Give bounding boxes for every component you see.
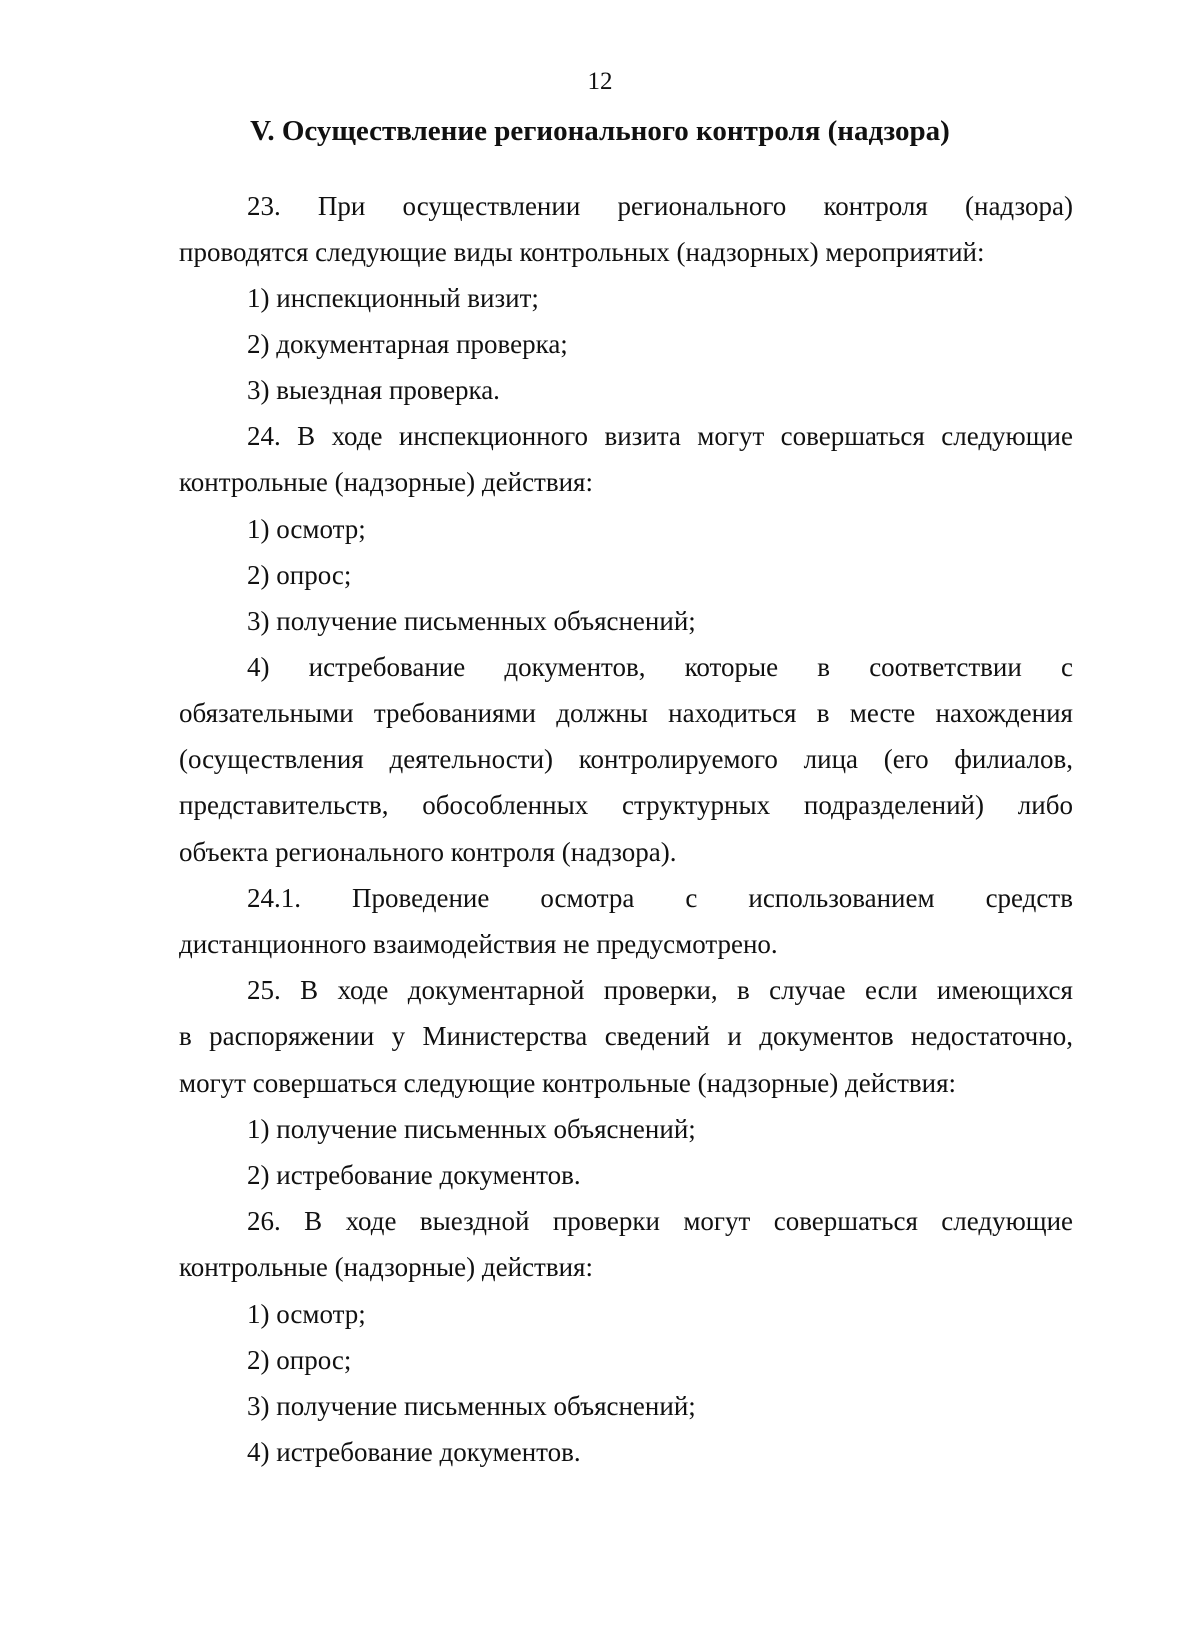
word: если [864, 975, 918, 1005]
word: лица [803, 744, 859, 774]
word: Проведение [352, 883, 490, 913]
p26-item2: 2) опрос; [247, 1345, 352, 1375]
word: филиалов, [954, 744, 1073, 774]
word: контроля [823, 191, 928, 221]
word: осуществлении [402, 191, 581, 221]
word: обязательными [179, 698, 354, 728]
word: структурных [622, 790, 771, 820]
word: должны [556, 698, 648, 728]
p241-line1 [247, 880, 1073, 916]
word: с [685, 883, 698, 913]
p241-line2: дистанционного взаимодействия не предусмотрено. [179, 929, 778, 959]
word: При [317, 191, 366, 221]
word: могут [697, 421, 765, 451]
p26-line2: контрольные (надзорные) действия: [179, 1252, 593, 1282]
p26-item4: 4) истребование документов. [247, 1437, 581, 1467]
word: выездной [419, 1206, 530, 1236]
word: В [304, 1206, 323, 1236]
p23-line1 [247, 188, 1073, 224]
word: 24.1. [247, 883, 301, 913]
p25-item1: 1) получение письменных объяснений; [247, 1114, 696, 1144]
word: либо [1017, 790, 1073, 820]
word: находиться [668, 698, 797, 728]
word: в [817, 652, 831, 682]
word: следующие [941, 1206, 1073, 1236]
word: следующие [941, 421, 1073, 451]
p24-item3: 3) получение письменных объяснений; [247, 606, 696, 636]
p26-line1 [247, 1203, 1073, 1239]
word: документарной [407, 975, 585, 1005]
p26-item1: 1) осмотр; [247, 1299, 366, 1329]
word: месте [849, 698, 916, 728]
word: 26. [247, 1206, 281, 1236]
word: документов, [504, 652, 646, 682]
p23-item3: 3) выездная проверка. [247, 375, 500, 405]
word: деятельности) [389, 744, 554, 774]
p24-item4-line2 [179, 695, 1073, 731]
word: проверки, [603, 975, 718, 1005]
word: 4) [247, 652, 270, 682]
word: имеющихся [936, 975, 1073, 1005]
p25-item2: 2) истребование документов. [247, 1160, 581, 1190]
word: В [297, 421, 316, 451]
word: истребование [308, 652, 466, 682]
p25-line1 [247, 972, 1073, 1008]
word: визита [604, 421, 681, 451]
word: в [816, 698, 830, 728]
word: совершаться [773, 1206, 918, 1236]
word: соответствии [869, 652, 1022, 682]
word: подразделений) [803, 790, 984, 820]
p23-line2: проводятся следующие виды контрольных (надзорных) мероприятий: [179, 237, 985, 267]
page-number: 12 [587, 68, 613, 95]
word: обособленных [422, 790, 589, 820]
word: случае [769, 975, 846, 1005]
word: нахождения [935, 698, 1073, 728]
p24-item4-line5: объекта регионального контроля (надзора). [179, 837, 677, 867]
p24-line2: контрольные (надзорные) действия: [179, 467, 593, 497]
word: регионального [617, 191, 787, 221]
word: ходе [345, 1206, 397, 1236]
word: могут [683, 1206, 751, 1236]
word: ходе [337, 975, 389, 1005]
word: Министерства [422, 1021, 588, 1051]
word: требованиями [373, 698, 536, 728]
p24-line1 [247, 418, 1073, 454]
word: распоряжении [209, 1021, 375, 1051]
word: 23. [247, 191, 281, 221]
word: (надзора) [965, 191, 1073, 221]
p25-line3: могут совершаться следующие контрольные (надзорные) действия: [179, 1068, 957, 1098]
word: 24. [247, 421, 281, 451]
p23-item1: 1) инспекционный визит; [247, 283, 539, 313]
word: документов [759, 1021, 894, 1051]
word: инспекционного [398, 421, 589, 451]
p24-item4-line1 [247, 649, 1073, 685]
word: 25. [247, 975, 281, 1005]
word: и [727, 1021, 742, 1051]
word: осмотра [540, 883, 635, 913]
word: совершаться [780, 421, 925, 451]
p26-item3: 3) получение письменных объяснений; [247, 1391, 696, 1421]
word: недостаточно, [911, 1021, 1073, 1051]
word: сведений [604, 1021, 710, 1051]
word: (осуществления [179, 744, 364, 774]
word: которые [684, 652, 779, 682]
word: представительств, [179, 790, 389, 820]
p24-item4-line3 [179, 741, 1073, 777]
word: проверки [552, 1206, 660, 1236]
p25-line2 [179, 1018, 1073, 1054]
p24-item1: 1) осмотр; [247, 514, 366, 544]
p24-item4-line4 [179, 787, 1073, 823]
section-title: V. Осуществление регионального контроля (надзора) [250, 115, 950, 147]
p23-item2: 2) документарная проверка; [247, 329, 568, 359]
word: В [300, 975, 319, 1005]
word: в [179, 1021, 192, 1051]
word: использованием [748, 883, 935, 913]
word: средств [985, 883, 1073, 913]
word: ходе [331, 421, 383, 451]
word: с [1060, 652, 1073, 682]
word: (его [883, 744, 929, 774]
word: контролируемого [578, 744, 778, 774]
word: у [391, 1021, 406, 1051]
p24-item2: 2) опрос; [247, 560, 352, 590]
word: в [736, 975, 750, 1005]
